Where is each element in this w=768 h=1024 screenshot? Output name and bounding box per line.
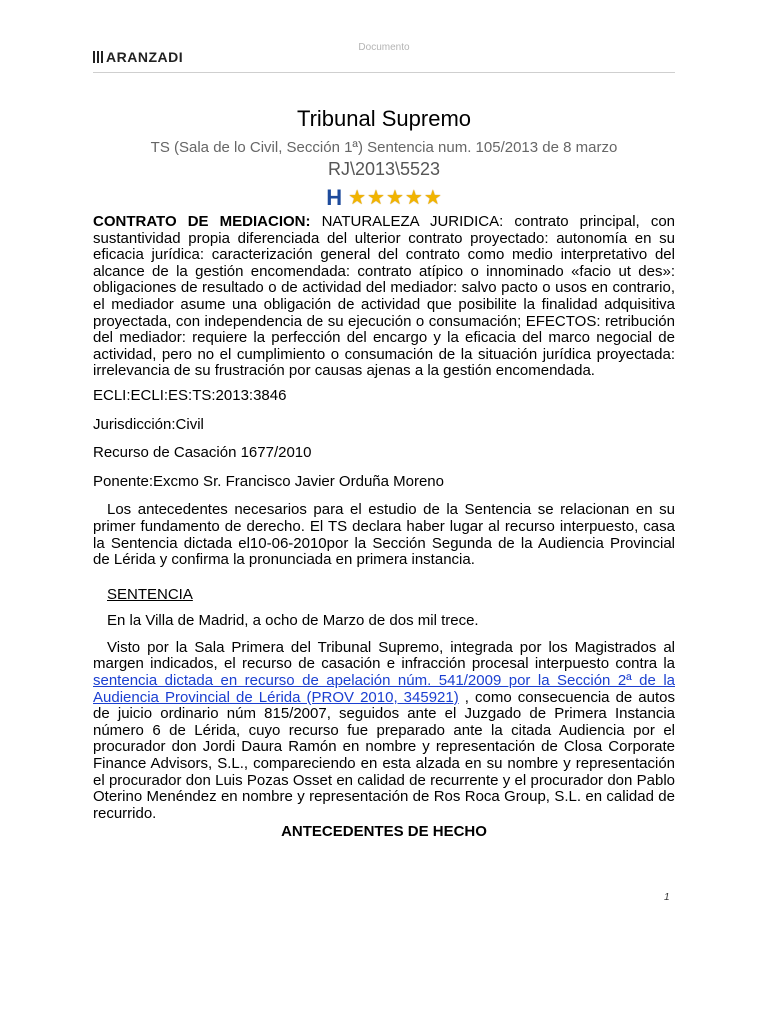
sentencia-apelacion-link[interactable]: sentencia dictada en recurso de apelación núm. 541/2009 por la Sección 2ª de la Audiencia Provincial de Lérida (PROV 2010, 345921) — [93, 672, 675, 706]
case-subtitle: TS (Sala de lo Civil, Sección 1ª) Sentencia num. 105/2013 de 8 marzo — [150, 139, 618, 156]
page-number: 1 — [664, 892, 670, 903]
header-divider — [93, 72, 675, 73]
relevance-rating — [0, 186, 768, 210]
summary-paragraph — [93, 214, 675, 380]
star-icon: ★ — [423, 187, 442, 209]
document-body — [93, 214, 675, 841]
antecedentes-intro: Los antecedentes necesarios para el estudio de la Sentencia se relacionan en su primer fundamento de derecho. El TS declara haber lugar al recurso interpuesto, casa la Sentencia dictada el10-06-2010por la Sección Segunda de la Audiencia Provincial de Lérida y confirma la pronunciada en primera instancia. — [93, 501, 675, 569]
rapporteur-line: Ponente:Excmo Sr. Francisco Javier Orduña Moreno — [93, 472, 444, 490]
document-label: Documento — [358, 42, 410, 53]
sentencia-heading: SENTENCIA — [107, 585, 193, 603]
jurisdiction-line: Jurisdicción:Civil — [93, 415, 204, 433]
summary-lead: CONTRATO DE MEDIACION: — [93, 213, 311, 230]
visto-paragraph: Visto por la Sala Primera del Tribunal Supremo, integrada por los Magistrados al margen indicados, el recurso de casación e infracción procesal interpuesto contra la sentencia dictada en recurso de apelación núm. 541/2009 por la Sección 2ª de la Audiencia Provincial de Lérida (PROV 2010, 345921) , como consecuencia de autos de juicio ordinario núm 815/2007, seguidos ante el Juzgado de Primera Instancia número 6 de Lérida, cuyo recurso fue preparado ante la citada Audiencia por el procurador don Jordi Daura Ramón en nombre y representación de Closa Corporate Finance Advisors, S.L., compareciendo en esta alzada en su nombre y representación el procurador don Luis Pozas Osset en calidad de recurrente y el procurador don Pablo Oterino Menéndez en nombre y representación de Ros Roca Group, S.L. en calidad de recurrido. — [93, 638, 676, 822]
star-rating — [348, 187, 442, 209]
logo-bars-icon — [93, 51, 103, 63]
appeal-line: Recurso de Casación 1677/2010 — [93, 444, 312, 462]
ecli-line: ECLI:ECLI:ES:TS:2013:3846 — [93, 386, 287, 404]
summary-text: NATURALEZA JURIDICA: contrato principal, con sustantividad propia diferenciada del ulterior contrato proyectado: autonomía en su eficacia jurídica: caracterización general del contrato como medio interpretativo del alcance de la gestión encomendada: contrato atípico o innominado «facio ut des»: obligaciones de resultado o de actividad del mediador: salvo pacto o usos en contrario, el mediador asume una obligación de actividad que posibilite la finalidad adquisitiva proyectada, con independencia de su ejecución o consumación; EFECTOS: retribución del mediador: requiere la perfección del encargo y la eficacia del marco negocial de actividad, pero no el cumplimiento o consumación de la situación jurídica proyectada: irrelevancia de su frustración por causas ajenas a la gestión encomendada. — [93, 213, 675, 380]
star-icon: ★ — [385, 187, 404, 209]
place-date: En la Villa de Madrid, a ocho de Marzo de dos mil trece. — [107, 612, 479, 630]
aranzadi-logo — [93, 49, 183, 65]
star-icon: ★ — [367, 187, 385, 209]
page-title: Tribunal Supremo — [296, 106, 472, 131]
star-icon: ★ — [404, 187, 423, 209]
case-reference: RJ\2013\5523 — [327, 159, 441, 179]
star-icon: ★ — [348, 187, 367, 209]
section-heading: ANTECEDENTES DE HECHO — [281, 823, 487, 841]
logo-text: ARANZADI — [106, 49, 184, 65]
h-badge-icon: H — [326, 185, 343, 210]
